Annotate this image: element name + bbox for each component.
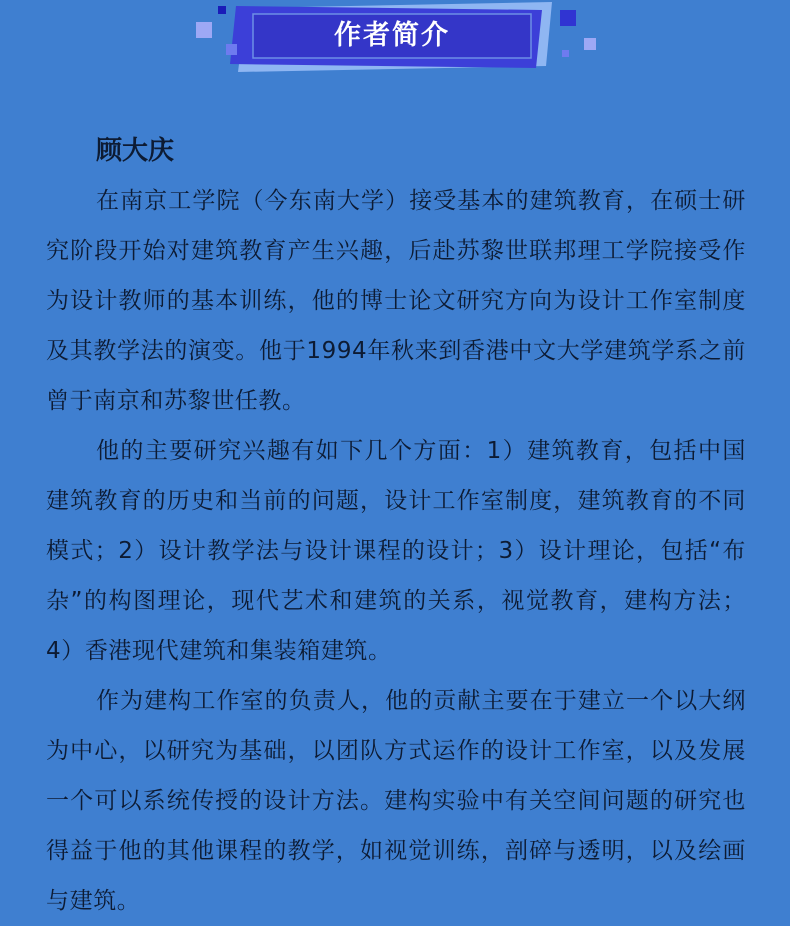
decor-square bbox=[562, 50, 569, 57]
author-bio bbox=[46, 126, 746, 926]
bio-paragraph-2: 他的主要研究兴趣有如下几个方面：1）建筑教育，包括中国建筑教育的历史和当前的问题，设计工作室制度，建筑教育的不同模式；2）设计教学法与设计课程的设计；3）设计理论，包括“布杂”的构图理论，现代艺术和建筑的关系，视觉教育，建构方法；4）香港现代建筑和集装箱建筑。 bbox=[46, 438, 746, 664]
bio-paragraph-3: 作为建构工作室的负责人，他的贡献主要在于建立一个以大纲为中心，以研究为基础，以团队方式运作的设计工作室，以及发展一个可以系统传授的设计方法。建构实验中有关空间问题的研究也得益于他的其他课程的教学，如视觉训练，剖碎与透明，以及绘画与建筑。 bbox=[46, 688, 746, 914]
decor-square bbox=[584, 38, 596, 50]
banner-title: 作者简介 bbox=[334, 20, 450, 51]
author-name: 顾大庆 bbox=[96, 136, 175, 166]
bio-paragraph-1: 在南京工学院（今东南大学）接受基本的建筑教育，在硕士研究阶段开始对建筑教育产生兴趣，后赴苏黎世联邦理工学院接受作为设计教师的基本训练，他的博士论文研究方向为设计工作室制度及其教学法的演变。他于1994年秋来到香港中文大学建筑学系之前曾于南京和苏黎世任教。 bbox=[46, 188, 746, 414]
decor-square bbox=[560, 10, 576, 26]
decor-square bbox=[218, 6, 226, 14]
section-banner bbox=[0, 0, 790, 90]
decor-square bbox=[196, 22, 212, 38]
decor-square bbox=[226, 44, 237, 55]
